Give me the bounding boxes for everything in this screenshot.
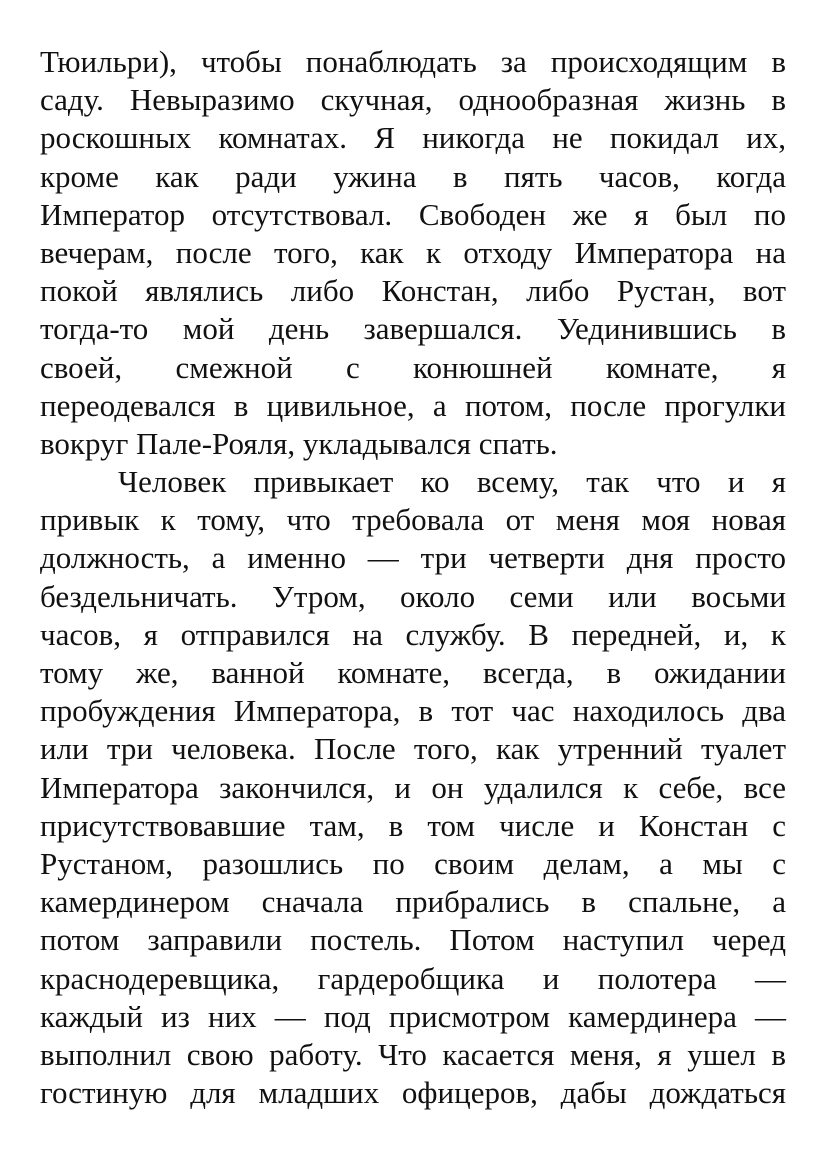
text-line: камердинером сначала прибрались в спальне, а bbox=[40, 884, 786, 920]
text-line: присутствовавшие там, в том числе и Констан с bbox=[40, 807, 786, 843]
text-line: бездельничать. Утром, около семи или восьми bbox=[40, 578, 786, 614]
text-line: привык к тому, что требовала от меня моя новая bbox=[40, 502, 786, 538]
document-page bbox=[40, 43, 786, 1112]
text-line: вокруг Пале-Рояля, укладывался спать. bbox=[40, 425, 558, 461]
text-line: кроме как ради ужина в пять часов, когда bbox=[40, 158, 786, 194]
text-line: своей, смежной с конюшней комнате, я bbox=[40, 349, 786, 385]
text-line: переодевался в цивильное, а потом, после прогулки bbox=[40, 387, 786, 423]
text-line: роскошных комнатах. Я никогда не покидал их, bbox=[40, 120, 786, 156]
paragraph-2 bbox=[40, 463, 786, 1112]
text-line: покой являлись либо Констан, либо Рустан, вот bbox=[40, 273, 786, 309]
text-line: часов, я отправился на службу. В передней, и, к bbox=[40, 616, 786, 652]
text-line: тому же, ванной комнате, всегда, в ожидании bbox=[40, 655, 786, 690]
paragraph-1 bbox=[40, 43, 786, 463]
text-line: Император отсутствовал. Свободен же я был по bbox=[40, 196, 786, 232]
text-line: Рустаном, разошлись по своим делам, а мы с bbox=[40, 845, 786, 881]
text-line: краснодеревщика, гардеробщика и полотера — bbox=[40, 960, 786, 996]
text-line: гостиную для младших офицеров, дабы дождаться bbox=[40, 1075, 786, 1111]
text-line: Человек привыкает ко всему, так что и я bbox=[118, 464, 786, 500]
text-line: саду. Невыразимо скучная, однообразная жизнь в bbox=[40, 82, 786, 118]
text-line: вечерам, после того, как к отходу Императора на bbox=[40, 234, 786, 270]
text-line: должность, а именно — три четверти дня просто bbox=[40, 540, 786, 576]
text-line: Императора закончился, и он удалился к себе, все bbox=[40, 769, 786, 805]
text-line: потом заправили постель. Потом наступил черед bbox=[40, 922, 786, 958]
text-line: или три человека. После того, как утренний туалет bbox=[40, 731, 786, 767]
text-line: пробуждения Императора, в тот час находилось два bbox=[40, 693, 786, 729]
text-line: Тюильри), чтобы понаблюдать за происходящим в bbox=[40, 44, 786, 79]
text-line: тогда-то мой день завершался. Уединившись в bbox=[40, 311, 786, 347]
text-line: выполнил свою работу. Что касается меня, я ушел в bbox=[40, 1036, 786, 1072]
text-line: каждый из них — под присмотром камердинера — bbox=[40, 998, 786, 1034]
